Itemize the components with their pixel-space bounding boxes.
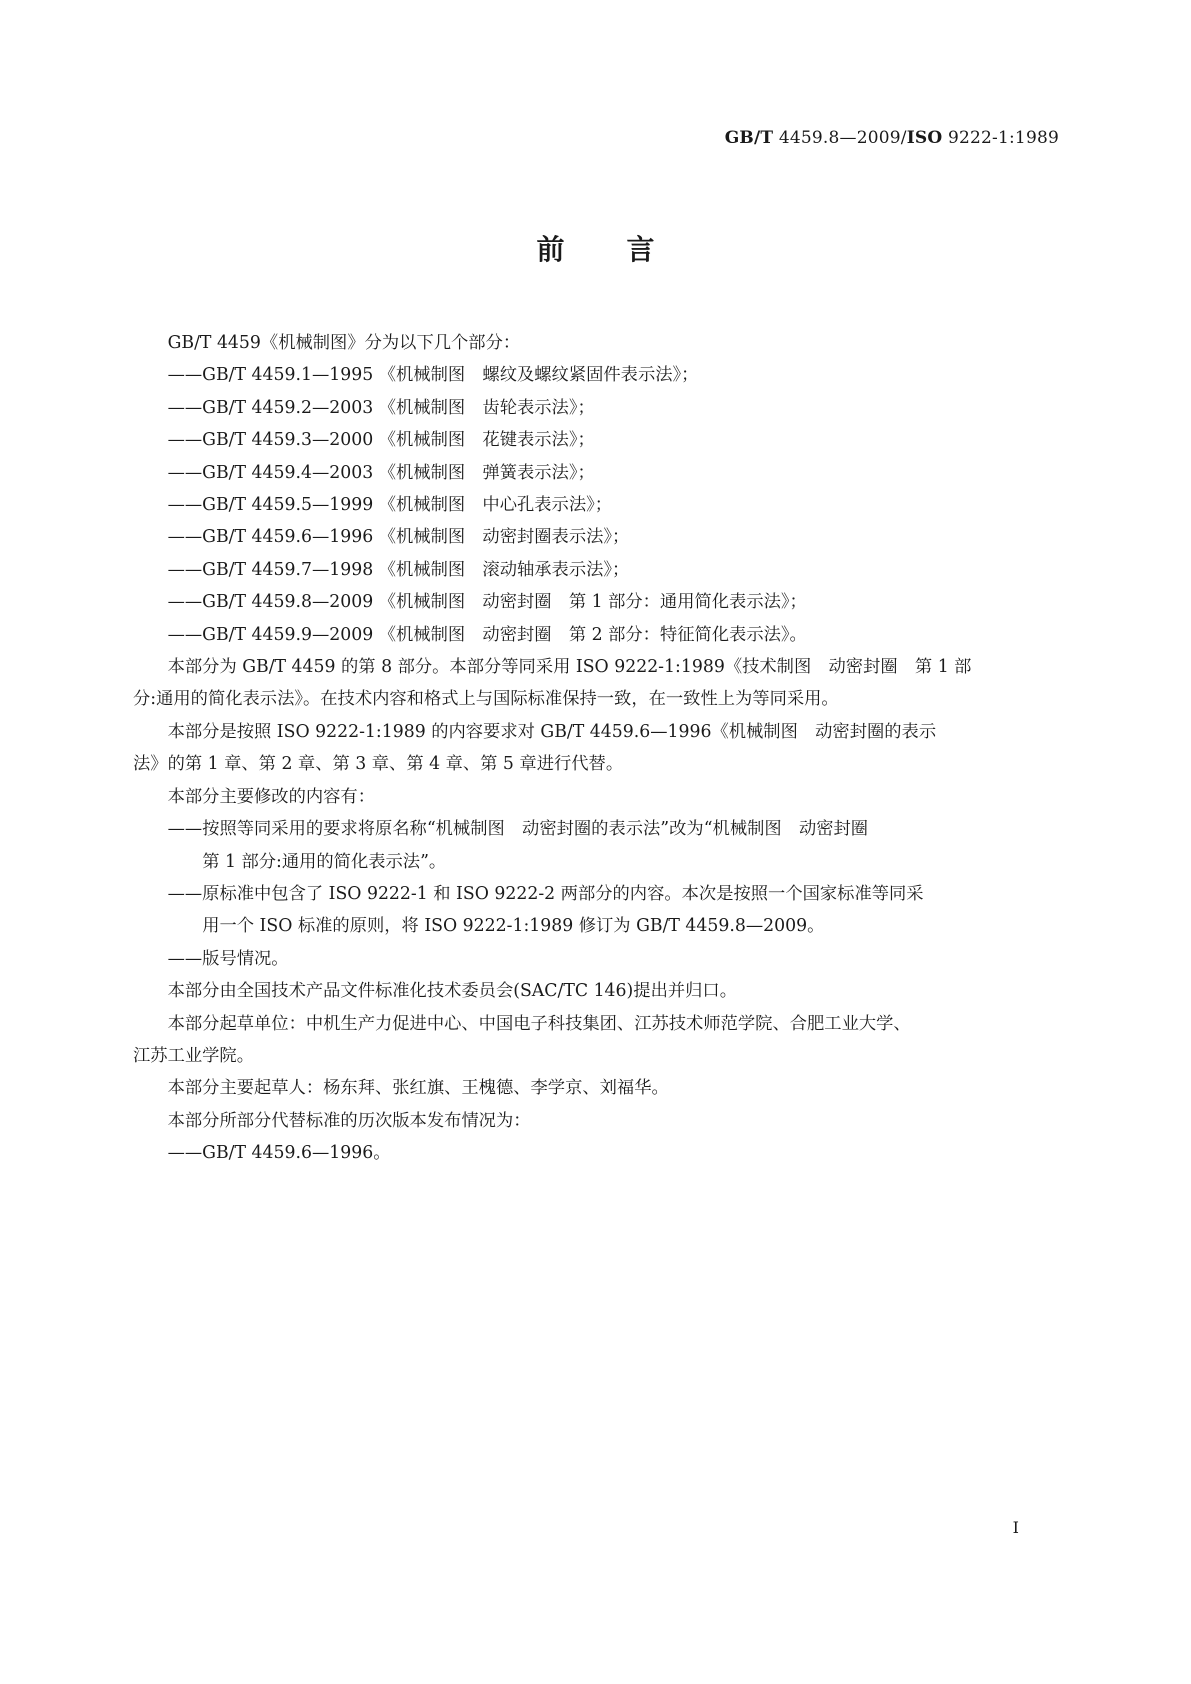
intro-paragraph: GB/T 4459《机械制图》分为以下几个部分： [167, 333, 521, 353]
proposer-paragraph: 本部分由全国技术产品文件标准化技术委员会(SAC/TC 146)提出并归口。 [167, 981, 737, 1002]
change-item-3: ——版号情况。 [167, 948, 289, 969]
replacement-paragraph-line1: 本部分是按照 ISO 9222-1:1989 的内容要求对 GB/T 4459.6—1996《机械制图 动密封圈的表示 [167, 721, 937, 742]
change-item-2-line2: 用一个 ISO 标准的原则，将 ISO 9222-1:1989 修订为 GB/T 4459.8—2009。 [202, 916, 825, 937]
list-item: ——GB/T 4459.2—2003 《机械制图 齿轮表示法》； [167, 397, 595, 418]
list-item: ——GB/T 4459.7—1998 《机械制图 滚动轴承表示法》； [167, 559, 630, 580]
drafters-paragraph: 本部分主要起草人：杨东拜、张红旗、王槐德、李学京、刘福华。 [167, 1078, 669, 1099]
parts-list [133, 359, 1060, 651]
list-item: ——GB/T 4459.9—2009 《机械制图 动密封圈 第 2 部分：特征简化表示法》。 [167, 624, 807, 645]
list-item: ——GB/T 4459.5—1999 《机械制图 中心孔表示法》； [167, 495, 613, 516]
iso-prefix: ISO [906, 128, 943, 148]
list-item: ——GB/T 4459.6—1996 《机械制图 动密封圈表示法》； [167, 527, 630, 548]
change-item-2-line1: ——原标准中包含了 ISO 9222-1 和 ISO 9222-2 两部分的内容。本次是按照一个国家标准等同采 [167, 883, 924, 904]
adoption-paragraph-line1: 本部分为 GB/T 4459 的第 8 部分。本部分等同采用 ISO 9222-1:1989《技术制图 动密封圈 第 1 部 [167, 657, 972, 678]
standard-number-header [725, 128, 1059, 148]
iso-number: 9222-1:1989 [942, 128, 1059, 148]
adoption-paragraph-line2: 分:通用的简化表示法》。在技术内容和格式上与国际标准保持一致，在一致性上为等同采用。 [133, 689, 839, 710]
drafting-units-line1: 本部分起草单位：中机生产力促进中心、中国电子科技集团、江苏技术师范学院、合肥工业大学、 [167, 1013, 911, 1034]
standard-number: 4459.8—2009/ [773, 128, 907, 148]
list-item: ——GB/T 4459.3—2000 《机械制图 花键表示法》； [167, 430, 595, 451]
page-title: 前言 [536, 233, 717, 266]
change-item-1 [133, 813, 1060, 878]
list-item: ——GB/T 4459.4—2003 《机械制图 弹簧表示法》； [167, 462, 595, 483]
change-item-1-line1: ——按照等同采用的要求将原名称“机械制图 动密封圈的表示法”改为“机械制图 动密封圈 [167, 819, 869, 840]
change-item-2 [133, 878, 1060, 943]
list-item: ——GB/T 4459.1—1995 《机械制图 螺纹及螺纹紧固件表示法》； [167, 365, 699, 386]
history-item: ——GB/T 4459.6—1996。 [167, 1143, 391, 1164]
changes-intro: 本部分主要修改的内容有： [167, 786, 375, 807]
drafting-units-line2: 江苏工业学院。 [133, 1045, 254, 1066]
standard-prefix: GB/T [724, 128, 774, 148]
replacement-paragraph-line2: 法》的第 1 章、第 2 章、第 3 章、第 4 章、第 5 章进行代替。 [133, 754, 624, 775]
change-item-1-line2: 第 1 部分:通用的简化表示法”。 [202, 851, 447, 872]
page-number: I [1012, 1518, 1019, 1537]
history-intro: 本部分所部分代替标准的历次版本发布情况为： [167, 1110, 531, 1131]
foreword-body [133, 327, 1060, 1170]
list-item: ——GB/T 4459.8—2009 《机械制图 动密封圈 第 1 部分：通用简化表示法》； [167, 592, 807, 613]
